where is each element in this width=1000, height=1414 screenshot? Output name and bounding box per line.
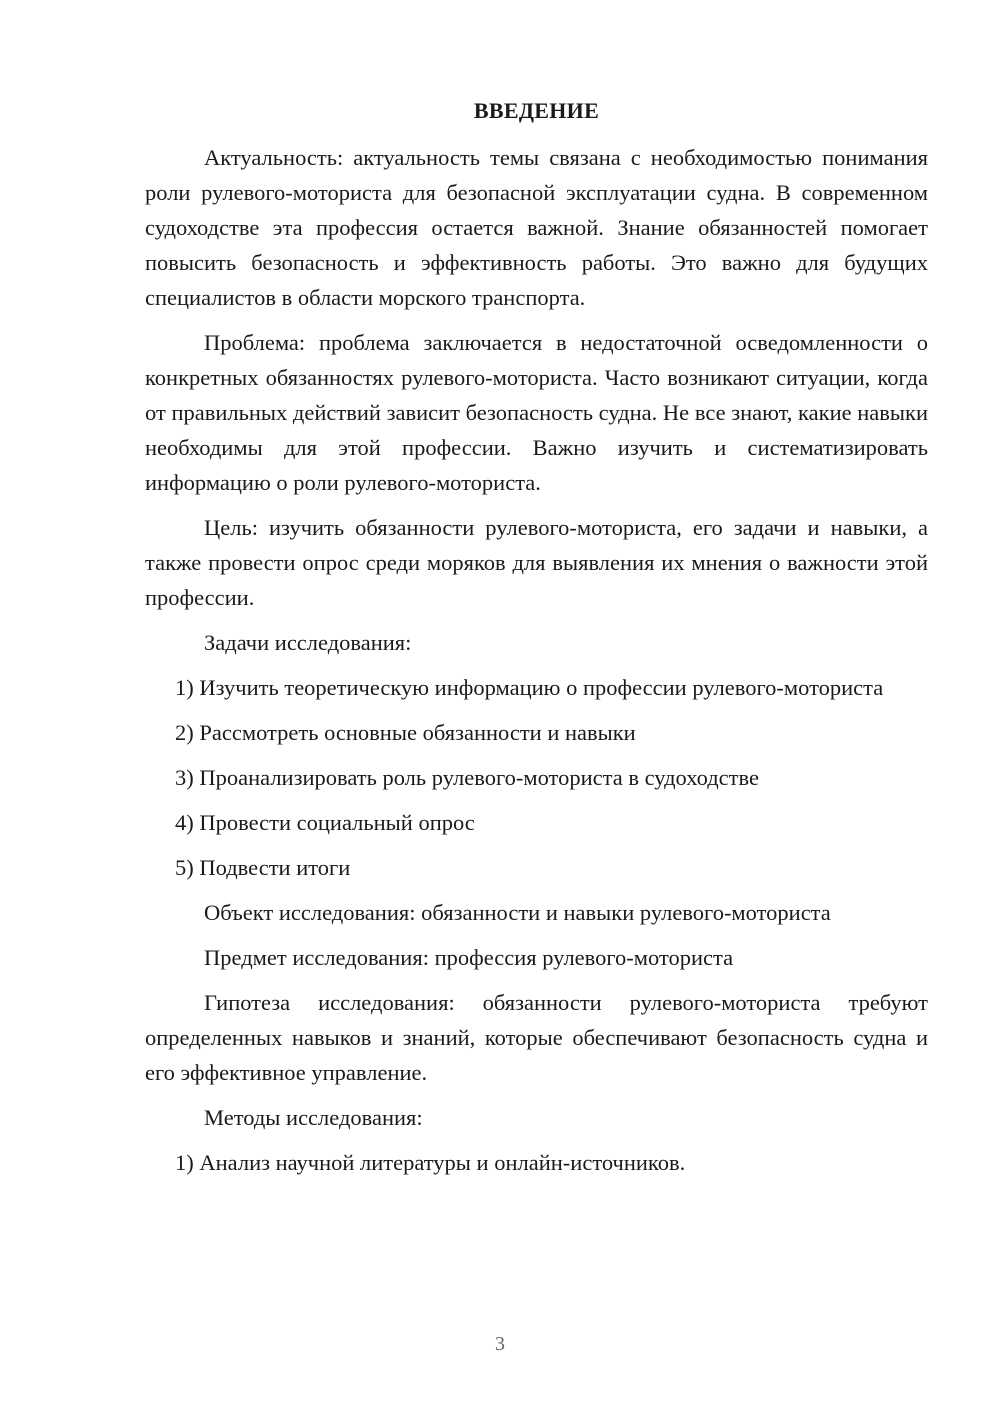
page-number: 3 [495,1333,505,1355]
section-heading: ВВЕДЕНИЕ [473,98,600,123]
object-line: Объект исследования: обязанности и навыки рулевого-моториста [204,900,831,925]
methods-list [145,1145,928,1180]
document-page [145,96,928,1190]
relevance-paragraph: Актуальность: актуальность темы связана с необходимостью понимания роли рулевого-моториста для безопасной эксплуатации судна. В современном судоходстве эта профессия остается важной. Знание обязанностей помогает повысить безопасность и эффективность работы. Это важно для будущих специалистов в области морского транспорта. [145,145,928,310]
list-item: 1) Анализ научной литературы и онлайн-источников. [175,1150,686,1175]
list-item: 2) Рассмотреть основные обязанности и навыки [175,720,636,745]
list-item: 1) Изучить теоретическую информацию о профессии рулевого-моториста [175,675,884,700]
tasks-title: Задачи исследования: [204,630,412,655]
tasks-list [145,670,928,885]
goal-paragraph: Цель: изучить обязанности рулевого-моториста, его задачи и навыки, а также провести опрос среди моряков для выявления их мнения о важности этой профессии. [145,515,928,610]
list-item: 4) Провести социальный опрос [175,810,475,835]
subject-line: Предмет исследования: профессия рулевого-моториста [204,945,734,970]
hypothesis-paragraph: Гипотеза исследования: обязанности рулевого-моториста требуют определенных навыков и знаний, которые обеспечивают безопасность судна и его эффективное управление. [145,990,928,1085]
methods-title: Методы исследования: [204,1105,423,1130]
list-item: 3) Проанализировать роль рулевого-моториста в судоходстве [175,765,759,790]
problem-paragraph: Проблема: проблема заключается в недостаточной осведомленности о конкретных обязанностях рулевого-моториста. Часто возникают ситуации, когда от правильных действий зависит безопасность судна. Не все знают, какие навыки необходимы для этой профессии. Важно изучить и систематизировать информацию о роли рулевого-моториста. [145,330,928,495]
list-item: 5) Подвести итоги [175,855,351,880]
